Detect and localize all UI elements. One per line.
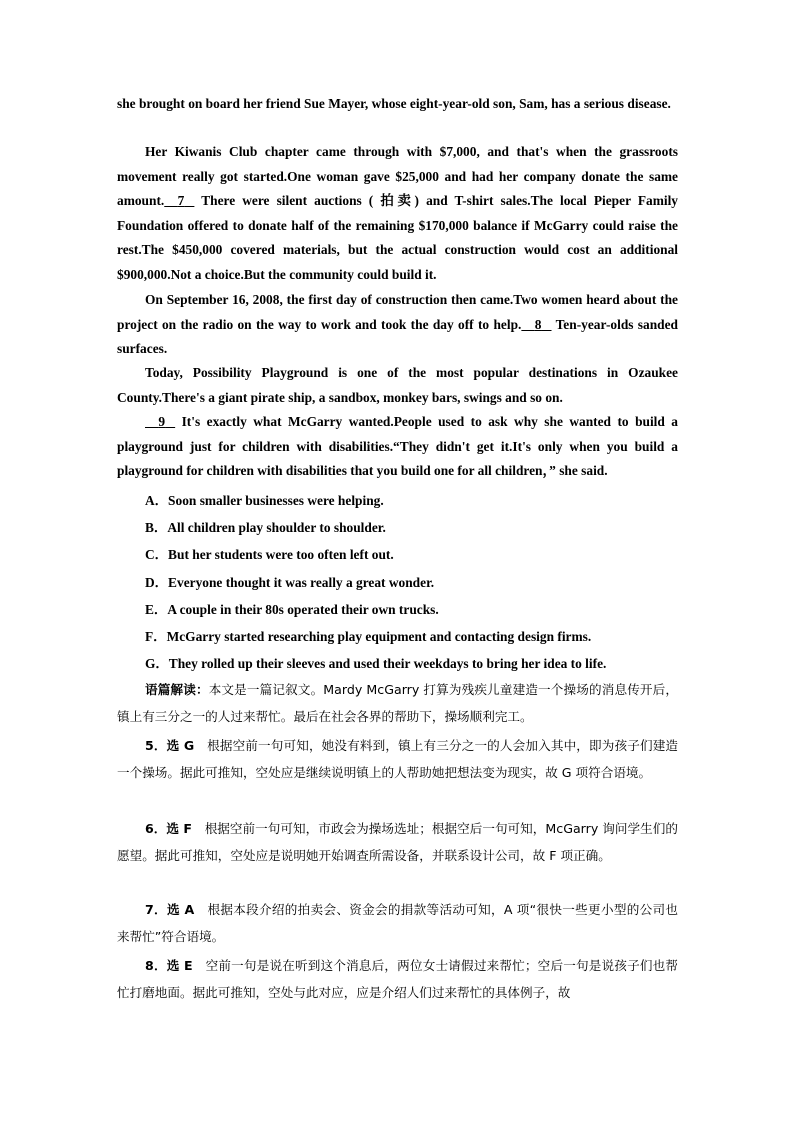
paragraph-text: It's exactly what McGarry wanted.People used to ask why she wanted to build a playground just for children with disabilities.“They didn't get it.It's only when you build a playground for children with disabilities that you build one for all children，” she said. bbox=[117, 414, 678, 479]
option-c: C．But her students were too often left out. bbox=[145, 547, 394, 562]
summary-text: 本文是一篇记叙文。Mardy McGarry 打算为残疾儿童建造一个操场的消息传开后，镇上有三分之一的人过来帮忙。最后在社会各界的帮助下，操场顺利完工。 bbox=[117, 682, 678, 724]
answer-5 bbox=[117, 733, 678, 786]
answer-label: 5．选 G bbox=[145, 738, 195, 753]
analysis-summary bbox=[117, 677, 678, 730]
option-f: F．McGarry started researching play equipment and contacting design firms. bbox=[145, 629, 592, 644]
passage-paragraph-5 bbox=[117, 410, 678, 484]
passage-paragraph-2 bbox=[117, 140, 678, 288]
paragraph-text: Ten-year-olds sanded surfaces. bbox=[117, 316, 678, 357]
option-b: B．All children play shoulder to shoulder. bbox=[145, 520, 386, 535]
answer-text: 空前一句是说在听到这个消息后，两位女士请假过来帮忙；空后一句是说孩子们也帮忙打磨地面。据此可推知，空处与此对应，应是介绍人们过来帮忙的具体例子，故 bbox=[117, 958, 678, 1000]
paragraph-text: she brought on board her friend Sue Mayer, whose eight-year-old son, Sam, has a serious disease. bbox=[117, 96, 671, 111]
option-g: G．They rolled up their sleeves and used their weekdays to bring her idea to life. bbox=[145, 656, 607, 671]
answer-7 bbox=[117, 897, 678, 950]
answer-text: 根据空前一句可知，市政会为操场选址；根据空后一句可知，McGarry 询问学生们的愿望。据此可推知，空处应是说明她开始调查所需设备，并联系设计公司，故 F 项正确。 bbox=[117, 821, 678, 863]
answer-6 bbox=[117, 816, 678, 869]
answer-label: 8．选 E bbox=[145, 958, 193, 973]
paragraph-text: There were silent auctions ( 拍卖) and T-shirt sales.The local Pieper Family Foundation offered to donate half of the remaining $170,000 balance if McGarry could raise the rest.The $450,000 covered materials, but the actual construction would cost an additional $900,000.Not a choice.But the community could build it. bbox=[117, 193, 678, 282]
paragraph-text: Her Kiwanis Club chapter came through with $7,000, and that's when the grassroots movement really got started.One woman gave $25,000 and had her company donate the same amount. bbox=[117, 144, 678, 209]
blank-9: 9 bbox=[158, 414, 166, 429]
paragraph-text: On September 16, 2008, the first day of construction then came.Two women heard about the project on the radio on the way to work and took the day off to help. bbox=[117, 292, 678, 332]
summary-label: 语篇解读： bbox=[145, 682, 209, 697]
answer-label: 7．选 A bbox=[145, 902, 195, 917]
blank-8: 8 bbox=[534, 316, 542, 332]
passage-paragraph-4 bbox=[117, 361, 678, 410]
option-e: E．A couple in their 80s operated their own trucks. bbox=[145, 602, 439, 617]
option-a: A．Soon smaller businesses were helping. bbox=[145, 493, 384, 508]
answer-8 bbox=[117, 953, 678, 1006]
option-d: D．Everyone thought it was really a great wonder. bbox=[145, 575, 435, 590]
paragraph-text: Today, Possibility Playground is one of the most popular destinations in Ozaukee County.There's a giant pirate ship, a sandbox, monkey bars, swings and so on. bbox=[117, 365, 678, 405]
passage-paragraph-1 bbox=[117, 92, 678, 117]
answer-text: 根据本段介绍的拍卖会、资金会的捐款等活动可知，A 项“很快一些更小型的公司也来帮忙”符合语境。 bbox=[117, 902, 678, 944]
answer-label: 6．选 F bbox=[145, 821, 193, 836]
passage-paragraph-3 bbox=[117, 288, 678, 362]
blank-7: 7 bbox=[177, 193, 185, 209]
answer-text: 根据空前一句可知，她没有料到，镇上有三分之一的人会加入其中，即为孩子们建造一个操场。据此可推知，空处应是继续说明镇上的人帮助她把想法变为现实，故 G 项符合语境。 bbox=[117, 738, 679, 780]
